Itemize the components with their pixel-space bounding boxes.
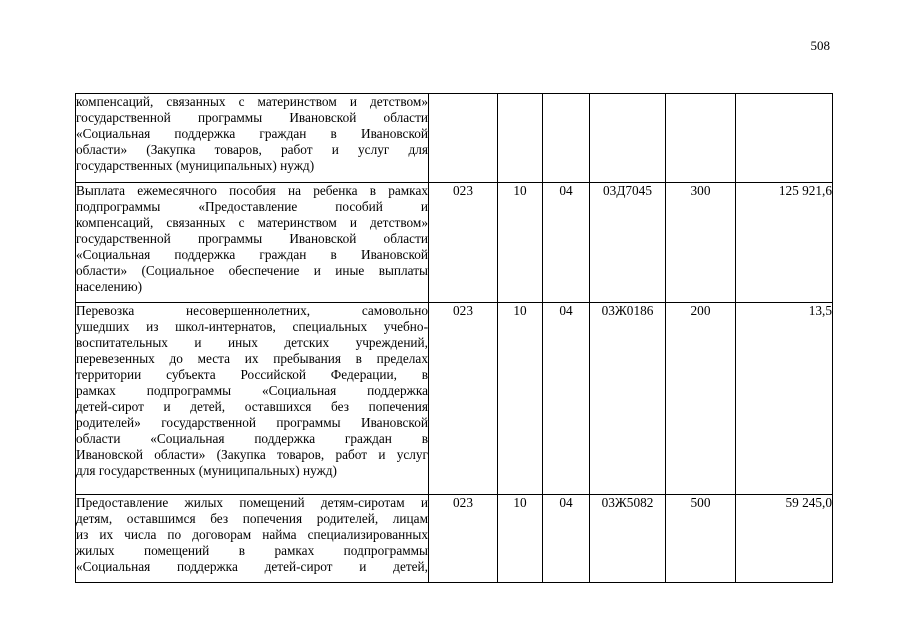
target-article-code: 03Ж0186 (590, 303, 666, 495)
description-line: перевезенных до места их пребывания в пределах (76, 351, 428, 366)
row-description (76, 94, 429, 183)
description-line: государственной программы Ивановской области (76, 110, 428, 125)
ministry-code: 023 (429, 303, 498, 495)
description-line: рамках подпрограммы «Социальная поддержка (76, 383, 428, 398)
amount-value (736, 94, 833, 183)
description-line: области «Социальная поддержка граждан в (76, 431, 428, 446)
expense-type-code: 500 (666, 495, 736, 583)
description-line: из их числа по договорам найма специализированных (76, 527, 428, 542)
description-line: Перевозка несовершеннолетних, самовольно (76, 303, 428, 318)
subsection-code: 04 (543, 183, 590, 303)
table-row (76, 303, 833, 495)
description-line: Выплата ежемесячного пособия на ребенка в рамках (76, 183, 428, 198)
amount-value: 59 245,0 (736, 495, 833, 583)
description-line: воспитательных и иных детских учреждений, (76, 335, 428, 350)
page-number: 508 (810, 38, 830, 53)
section-code (498, 94, 543, 183)
target-article-code (590, 94, 666, 183)
description-line: подпрограммы «Предоставление пособий и (76, 199, 428, 214)
description-line: Предоставление жилых помещений детям-сиротам и (76, 495, 428, 510)
row-description (76, 495, 429, 583)
table-row (76, 495, 833, 583)
amount-value: 13,5 (736, 303, 833, 495)
subsection-code: 04 (543, 303, 590, 495)
subsection-code (543, 94, 590, 183)
description-line: «Социальная поддержка граждан в Ивановской (76, 247, 428, 262)
expense-type-code (666, 94, 736, 183)
description-line: Ивановской области» (Закупка товаров, работ и услуг (76, 447, 428, 462)
expense-type-code: 200 (666, 303, 736, 495)
ministry-code: 023 (429, 183, 498, 303)
table-row (76, 94, 833, 183)
description-line: государственных (муниципальных) нужд) (76, 158, 315, 173)
description-line: ушедших из школ-интернатов, специальных учебно- (76, 319, 428, 334)
amount-value: 125 921,6 (736, 183, 833, 303)
section-code: 10 (498, 183, 543, 303)
description-line: детям, оставшимся без попечения родителей, лицам (76, 511, 428, 526)
row-description (76, 183, 429, 303)
description-line: «Социальная поддержка детей-сирот и детей, (76, 559, 428, 574)
subsection-code: 04 (543, 495, 590, 583)
row-description (76, 303, 429, 495)
table-row (76, 183, 833, 303)
description-line: для государственных (муниципальных) нужд) (76, 463, 337, 478)
description-line: населению) (76, 279, 143, 294)
description-line: родителей» государственной программы Ивановской (76, 415, 428, 430)
section-code: 10 (498, 495, 543, 583)
description-line: детей-сирот и детей, оставшихся без попечения (76, 399, 428, 414)
expense-type-code: 300 (666, 183, 736, 303)
ministry-code (429, 94, 498, 183)
target-article-code: 03Д7045 (590, 183, 666, 303)
section-code: 10 (498, 303, 543, 495)
description-line: компенсаций, связанных с материнством и детством» (76, 94, 428, 109)
description-line: территории субъекта Российской Федерации, в (76, 367, 428, 382)
description-line: «Социальная поддержка граждан в Ивановской (76, 126, 428, 141)
description-line: области» (Социальное обеспечение и иные выплаты (76, 263, 428, 278)
description-line: жилых помещений в рамках подпрограммы (76, 543, 428, 558)
description-line: компенсаций, связанных с материнством и детством» (76, 215, 428, 230)
ministry-code: 023 (429, 495, 498, 583)
target-article-code: 03Ж5082 (590, 495, 666, 583)
description-line: области» (Закупка товаров, работ и услуг для (76, 142, 428, 157)
budget-table (75, 93, 833, 583)
description-line: государственной программы Ивановской области (76, 231, 428, 246)
